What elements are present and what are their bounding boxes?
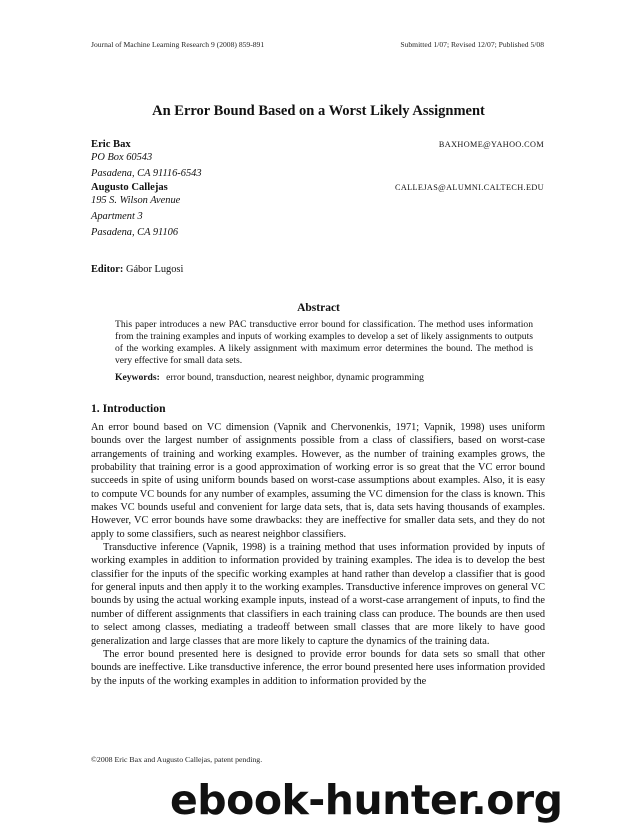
submission-dates: Submitted 1/07; Revised 12/07; Published 5/08 xyxy=(400,40,544,49)
body-paragraph: The error bound presented here is designed to provide error bounds for data sets so small that other bounds are ineffective. Like transductive inference, the error bound presented here uses information provided by the inputs of the working examples in addition to information provided by the xyxy=(91,648,545,687)
section-heading: 1. Introduction xyxy=(91,402,166,415)
journal-citation: Journal of Machine Learning Research 9 (2008) 859-891 xyxy=(91,40,265,49)
copyright-notice: ©2008 Eric Bax and Augusto Callejas, patent pending. xyxy=(91,755,263,764)
author-name: Augusto Callejas xyxy=(91,182,168,193)
author-address-line: PO Box 60543 xyxy=(91,152,153,163)
author-email[interactable]: CALLEJAS@ALUMNI.CALTECH.EDU xyxy=(394,183,544,192)
author-address-line: Pasadena, CA 91116-6543 xyxy=(91,168,202,179)
section-body xyxy=(91,421,545,688)
author-email[interactable]: BAXHOME@YAHOO.COM xyxy=(438,140,544,149)
editor-line xyxy=(91,264,183,275)
keywords-list: error bound, transduction, nearest neighbor, dynamic programming xyxy=(166,372,424,383)
editor-label: Editor: xyxy=(91,264,124,275)
body-paragraph: An error bound based on VC dimension (Vapnik and Chervonenkis, 1971; Vapnik, 1998) uses uniform bounds over the largest number of assignments possible from a class of classifiers, based on worst-case arrangements of training and working examples. However, as the number of training examples grows, the probability that training error is a good approximation of working error is so great that the VC error bound succeeds in spite of using uniform bounds based on worst-case assumptions about examples. Also, it is easy to compute VC bounds for any number of examples, assuming the VC dimension for the class is known. This makes VC bounds useful and convenient for large data sets, that is, data sets having thousands of examples. However, VC error bounds have some drawbacks: they are ineffective for smaller data sets, and they do not apply to some classifiers, such as nearest neighbor classifiers. xyxy=(91,422,545,540)
watermark-text: ebook-hunter.org xyxy=(170,776,563,824)
author-block-1 xyxy=(91,139,544,182)
author-address-line: 195 S. Wilson Avenue xyxy=(91,195,181,206)
keywords-label: Keywords: xyxy=(115,372,160,383)
author-block-2 xyxy=(91,182,544,241)
author-address-line: Pasadena, CA 91106 xyxy=(91,227,179,238)
author-name: Eric Bax xyxy=(91,139,131,150)
author-address-line: Apartment 3 xyxy=(91,211,143,222)
keywords-line xyxy=(115,372,533,383)
abstract-text: This paper introduces a new PAC transductive error bound for classification. The method uses information from the training examples and inputs of working examples to develop a set of likely assignments to outputs of the working examples. A likely assignment with maximum error determines the bound. The method is very effective for small data sets. xyxy=(115,319,533,367)
running-head xyxy=(91,40,544,49)
editor-name: Gábor Lugosi xyxy=(125,264,184,275)
body-paragraph: Transductive inference (Vapnik, 1998) is a training method that uses information provided by inputs of working examples in addition to information provided by training examples. The idea is to develop the best classifier for the inputs of the specific working examples at hand rather than develop a classifier that is good for general inputs and then apply it to the working examples. Transductive inference improves on general VC bounds by using the actual working example inputs, instead of a worst-case arrangement of inputs, to find the number of different assignments that classifiers in each training class can produce. The bounds are then used to select among classes, mediating a tradeoff between small classes that are more likely to have good generalization and large classes that are more likely to capture the dynamics of the training data. xyxy=(91,542,545,647)
paper-title: An Error Bound Based on a Worst Likely Assignment xyxy=(152,103,485,119)
abstract-heading: Abstract xyxy=(297,302,340,314)
